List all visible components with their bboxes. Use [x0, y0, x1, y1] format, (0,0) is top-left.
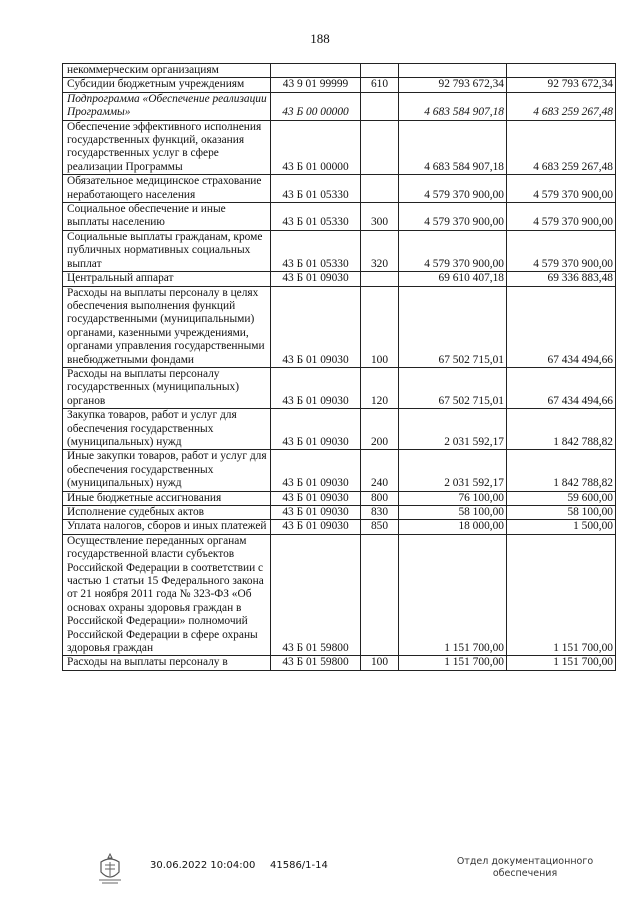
- row-amount-year1: 4 579 370 900,00: [399, 230, 507, 271]
- row-code: 43 Б 01 09030: [271, 491, 361, 505]
- row-amount-year1: 76 100,00: [399, 491, 507, 505]
- table-row: [63, 78, 616, 92]
- table-row: [63, 286, 616, 367]
- row-name: Социальное обеспечение и иные выплаты населению: [63, 203, 271, 231]
- row-code: 43 Б 00 00000: [271, 92, 361, 120]
- row-amount-year2: 58 100,00: [507, 506, 616, 520]
- row-amount-year1: 58 100,00: [399, 506, 507, 520]
- row-code: 43 Б 01 05330: [271, 230, 361, 271]
- table-row: [63, 409, 616, 450]
- row-type: 300: [361, 203, 399, 231]
- row-type: [361, 64, 399, 78]
- row-type: [361, 534, 399, 656]
- row-amount-year2: 4 579 370 900,00: [507, 175, 616, 203]
- row-amount-year2: 4 579 370 900,00: [507, 230, 616, 271]
- page-number: 188: [310, 31, 330, 46]
- row-amount-year1: 18 000,00: [399, 520, 507, 534]
- row-amount-year1: 67 502 715,01: [399, 367, 507, 408]
- table-row: [63, 272, 616, 286]
- row-code: 43 9 01 99999: [271, 78, 361, 92]
- row-amount-year1: 1 151 700,00: [399, 656, 507, 670]
- table-row: [63, 656, 616, 670]
- row-name: Иные закупки товаров, работ и услуг для обеспечения государственных (муниципальных) нужд: [63, 450, 271, 491]
- row-amount-year2: 59 600,00: [507, 491, 616, 505]
- row-code: 43 Б 01 05330: [271, 203, 361, 231]
- row-code: 43 Б 01 09030: [271, 450, 361, 491]
- row-name: Расходы на выплаты персоналу в: [63, 656, 271, 670]
- row-name: Подпрограмма «Обеспечение реализации Программы»: [63, 92, 271, 120]
- row-type: 100: [361, 656, 399, 670]
- row-name: Иные бюджетные ассигнования: [63, 491, 271, 505]
- row-amount-year1: 2 031 592,17: [399, 450, 507, 491]
- row-code: 43 Б 01 05330: [271, 175, 361, 203]
- row-code: 43 Б 01 09030: [271, 409, 361, 450]
- row-code: 43 Б 01 09030: [271, 272, 361, 286]
- row-type: [361, 120, 399, 175]
- row-amount-year2: 1 151 700,00: [507, 534, 616, 656]
- row-type: 800: [361, 491, 399, 505]
- row-amount-year1: 67 502 715,01: [399, 286, 507, 367]
- row-name: Закупка товаров, работ и услуг для обеспечения государственных (муниципальных) нужд: [63, 409, 271, 450]
- row-amount-year2: 1 500,00: [507, 520, 616, 534]
- row-name: Центральный аппарат: [63, 272, 271, 286]
- row-amount-year2: 4 579 370 900,00: [507, 203, 616, 231]
- row-code: 43 Б 01 09030: [271, 520, 361, 534]
- row-code: 43 Б 01 59800: [271, 534, 361, 656]
- row-amount-year2: 4 683 259 267,48: [507, 92, 616, 120]
- row-name: некоммерческим организациям: [63, 64, 271, 78]
- row-amount-year2: 67 434 494,66: [507, 367, 616, 408]
- row-type: 240: [361, 450, 399, 491]
- row-amount-year2: 69 336 883,48: [507, 272, 616, 286]
- row-type: 850: [361, 520, 399, 534]
- row-amount-year1: 69 610 407,18: [399, 272, 507, 286]
- table-row: [63, 92, 616, 120]
- row-name: Уплата налогов, сборов и иных платежей: [63, 520, 271, 534]
- row-amount-year1: [399, 64, 507, 78]
- row-type: 830: [361, 506, 399, 520]
- row-amount-year1: 4 683 584 907,18: [399, 92, 507, 120]
- row-code: 43 Б 01 09030: [271, 506, 361, 520]
- row-code: 43 Б 01 09030: [271, 286, 361, 367]
- row-name: Обеспечение эффективного исполнения государственных функций, оказания государственных услуг в сфере реализации Программы: [63, 120, 271, 175]
- budget-table-body: [63, 64, 616, 671]
- table-row: [63, 203, 616, 231]
- budget-table: [62, 63, 616, 671]
- row-type: 320: [361, 230, 399, 271]
- registration-number: 41586/1-14: [270, 860, 328, 871]
- row-amount-year1: 4 683 584 907,18: [399, 120, 507, 175]
- row-name: Расходы на выплаты персоналу в целях обеспечения выполнения функций государственными (муниципальными) органами, казенными учреждениями, органами управления государственными внебюджетными фондами: [63, 286, 271, 367]
- department-stamp-line2: обеспечения: [492, 868, 558, 879]
- row-amount-year2: 92 793 672,34: [507, 78, 616, 92]
- row-name: Расходы на выплаты персоналу государственных (муниципальных) органов: [63, 367, 271, 408]
- row-type: [361, 175, 399, 203]
- row-type: 100: [361, 286, 399, 367]
- row-type: 120: [361, 367, 399, 408]
- row-name: Осуществление переданных органам государственной власти субъектов Российской Федерации в соответствии с частью 1 статьи 15 Федерального закона от 21 ноября 2011 года № 323-ФЗ «Об основах охраны здоровья граждан в Российской Федерации» полномочий Российской Федерации в сфере охраны здоровья граждан: [63, 534, 271, 656]
- coat-of-arms-seal-icon: [96, 852, 124, 886]
- row-amount-year2: 1 842 788,82: [507, 409, 616, 450]
- department-stamp: [440, 856, 610, 880]
- table-row: [63, 175, 616, 203]
- row-amount-year2: 67 434 494,66: [507, 286, 616, 367]
- department-stamp-line1: Отдел документационного: [456, 856, 594, 867]
- row-code: 43 Б 01 09030: [271, 367, 361, 408]
- row-amount-year2: 1 151 700,00: [507, 656, 616, 670]
- row-amount-year1: 4 579 370 900,00: [399, 203, 507, 231]
- row-name: Исполнение судебных актов: [63, 506, 271, 520]
- table-row: [63, 230, 616, 271]
- table-row: [63, 534, 616, 656]
- table-row: [63, 506, 616, 520]
- row-amount-year1: 92 793 672,34: [399, 78, 507, 92]
- table-row: [63, 491, 616, 505]
- row-amount-year1: 4 579 370 900,00: [399, 175, 507, 203]
- row-code: 43 Б 01 00000: [271, 120, 361, 175]
- row-code: [271, 64, 361, 78]
- row-name: Субсидии бюджетным учреждениям: [63, 78, 271, 92]
- row-type: [361, 272, 399, 286]
- row-name: Социальные выплаты гражданам, кроме публичных нормативных социальных выплат: [63, 230, 271, 271]
- table-row: [63, 64, 616, 78]
- table-row: [63, 520, 616, 534]
- row-amount-year1: 2 031 592,17: [399, 409, 507, 450]
- table-row: [63, 367, 616, 408]
- row-amount-year2: 4 683 259 267,48: [507, 120, 616, 175]
- row-amount-year2: 1 842 788,82: [507, 450, 616, 491]
- row-amount-year2: [507, 64, 616, 78]
- row-amount-year1: 1 151 700,00: [399, 534, 507, 656]
- table-row: [63, 450, 616, 491]
- registration-datetime: 30.06.2022 10:04:00: [150, 860, 256, 871]
- row-type: [361, 92, 399, 120]
- row-name: Обязательное медицинское страхование неработающего населения: [63, 175, 271, 203]
- row-type: 610: [361, 78, 399, 92]
- row-code: 43 Б 01 59800: [271, 656, 361, 670]
- row-type: 200: [361, 409, 399, 450]
- table-row: [63, 120, 616, 175]
